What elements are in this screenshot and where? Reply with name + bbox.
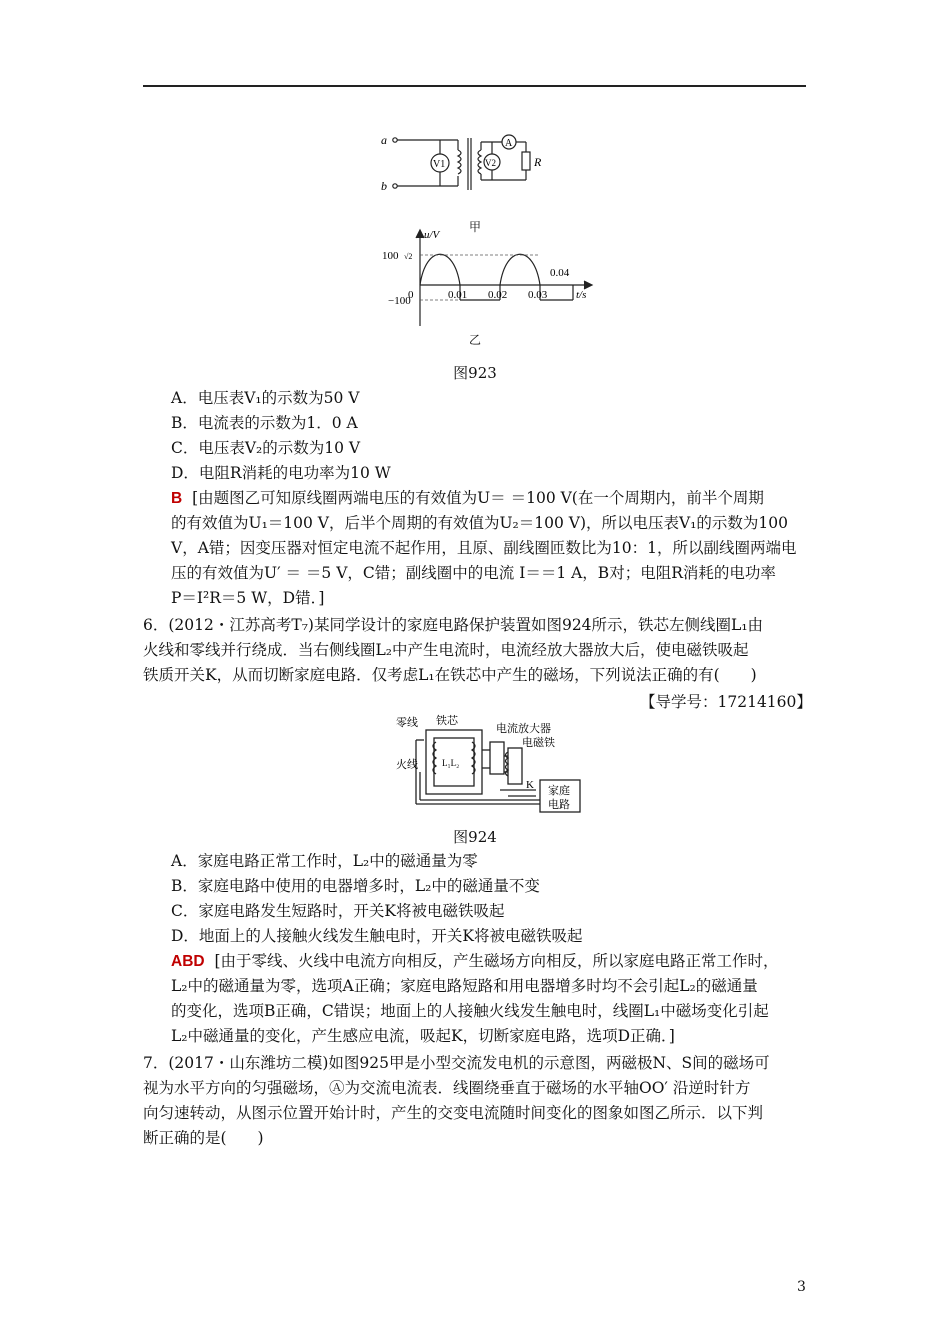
q5-explanation-line-5: P＝I²R＝5 W，D错．]	[171, 589, 325, 607]
sqrt2-icon: √2	[404, 252, 413, 261]
q7-stem-line-1: 7．(2017・山东潍坊二模)如图925甲是小型交流发电机的示意图，两磁极N、S间的磁场可	[143, 1054, 770, 1072]
q5-answer: B	[171, 490, 183, 507]
figure-yi-label: 乙	[468, 333, 481, 347]
figure-923-caption: 图923	[453, 364, 497, 382]
amplifier-label: 电流放大器	[496, 723, 551, 735]
household-label-top: 家庭	[548, 785, 570, 797]
iron-core-label: 铁芯	[436, 715, 458, 727]
q7-stem-line-2: 视为水平方向的匀强磁场，Ⓐ为交流电流表．线圈绕垂直于磁场的水平轴OO′ 沿逆时针方	[143, 1079, 751, 1097]
guide-number: 【导学号：17214160】	[640, 693, 812, 711]
fire-line-label: 火线	[396, 759, 418, 771]
q5-explanation-line-2: 的有效值为U₁＝100 V，后半个周期的有效值为U₂＝100 V)，所以电压表V₁的示数为100	[171, 514, 789, 532]
y-axis-label: u/V	[424, 229, 440, 241]
origin-label: 0	[408, 289, 414, 301]
t-tick-004: 0.04	[550, 267, 570, 279]
terminal-b-label: b	[381, 179, 387, 193]
household-circuit-protection-figure	[396, 712, 586, 822]
resistor-label: R	[534, 155, 542, 169]
x-axis-label: t/s	[576, 289, 587, 301]
t-tick-003: 0.03	[528, 289, 548, 301]
household-label-bottom: 电路	[548, 799, 570, 811]
q5-option-c: C．电压表V₂的示数为10 V	[171, 439, 361, 457]
q6-option-d: D．地面上的人接触火线发生触电时，开关K将被电磁铁吸起	[171, 927, 583, 945]
q5-option-b: B．电流表的示数为1．0 A	[171, 414, 358, 432]
q5-explanation-line-1: B [由题图乙可知原线圈两端电压的有效值为U＝ ＝100 V(在一个周期内，前半个周期	[171, 489, 764, 507]
l1-l2-label: L₁L₂	[442, 758, 460, 768]
q6-option-c: C．家庭电路发生短路时，开关K将被电磁铁吸起	[171, 902, 505, 920]
voltmeter-v2-label: V2	[485, 158, 496, 168]
voltmeter-v1-label: V1	[433, 159, 446, 170]
page-number: 3	[797, 1279, 806, 1295]
t-tick-002: 0.02	[488, 289, 508, 301]
y-min-label: −100	[388, 295, 411, 307]
figure-jia-label: 甲	[468, 220, 481, 234]
q6-explanation-line-4: L₂中磁通量的变化，产生感应电流，吸起K，切断家庭电路，选项D正确．]	[171, 1027, 675, 1045]
header-rule	[143, 85, 806, 87]
switch-k-label: K	[526, 779, 534, 791]
y-max-label: 100	[382, 250, 399, 262]
q6-answer: ABD	[171, 953, 205, 970]
q6-option-a: A．家庭电路正常工作时，L₂中的磁通量为零	[171, 852, 478, 870]
electromagnet-label: 电磁铁	[522, 737, 555, 749]
ammeter-label: A	[505, 138, 513, 149]
zero-line-label: 零线	[396, 717, 418, 729]
q7-stem-line-3: 向匀速转动，从图示位置开始计时，产生的交变电流随时间变化的图象如图乙所示．以下判	[143, 1104, 764, 1122]
q5-explanation-line-4: 压的有效值为U′ ＝ ＝5 V，C错；副线圈中的电流 I＝＝1 A，B对；电阻R消耗的电功率	[171, 564, 776, 582]
q5-explanation-line-3: V，A错；因变压器对恒定电流不起作用，且原、副线圈匝数比为10：1，所以副线圈两端电	[171, 539, 797, 557]
q6-stem-line-2: 火线和零线并行绕成．当右侧线圈L₂中产生电流时，电流经放大器放大后，使电磁铁吸起	[143, 641, 749, 659]
t-tick-001: 0.01	[448, 289, 468, 301]
q5-option-d: D．电阻R消耗的电功率为10 W	[171, 464, 391, 482]
terminal-a-label: a	[381, 133, 387, 147]
q6-explanation-line-3: 的变化，选项B正确，C错误；地面上的人接触火线发生触电时，线圈L₁中磁场变化引起	[171, 1002, 769, 1020]
q6-option-b: B．家庭电路中使用的电器增多时，L₂中的磁通量不变	[171, 877, 540, 895]
transformer-circuit-figure	[378, 128, 558, 198]
voltage-waveform-graph	[368, 226, 598, 342]
q7-stem-line-4: 断正确的是( )	[143, 1129, 264, 1147]
figure-924-caption: 图924	[453, 828, 497, 846]
q6-explanation-line-2: L₂中的磁通量为零，选项A正确；家庭电路短路和用电器增多时均不会引起L₂的磁通量	[171, 977, 758, 995]
q6-stem-line-1: 6．(2012・江苏高考T₇)某同学设计的家庭电路保护装置如图924所示，铁芯左侧线圈L₁由	[143, 616, 764, 634]
q6-stem-line-3: 铁质开关K，从而切断家庭电路．仅考虑L₁在铁芯中产生的磁场，下列说法正确的有( )	[143, 666, 757, 684]
q6-explanation-line-1: ABD [由于零线、火线中电流方向相反，产生磁场方向相反，所以家庭电路正常工作时，	[171, 952, 779, 970]
q5-option-a: A．电压表V₁的示数为50 V	[171, 389, 360, 407]
